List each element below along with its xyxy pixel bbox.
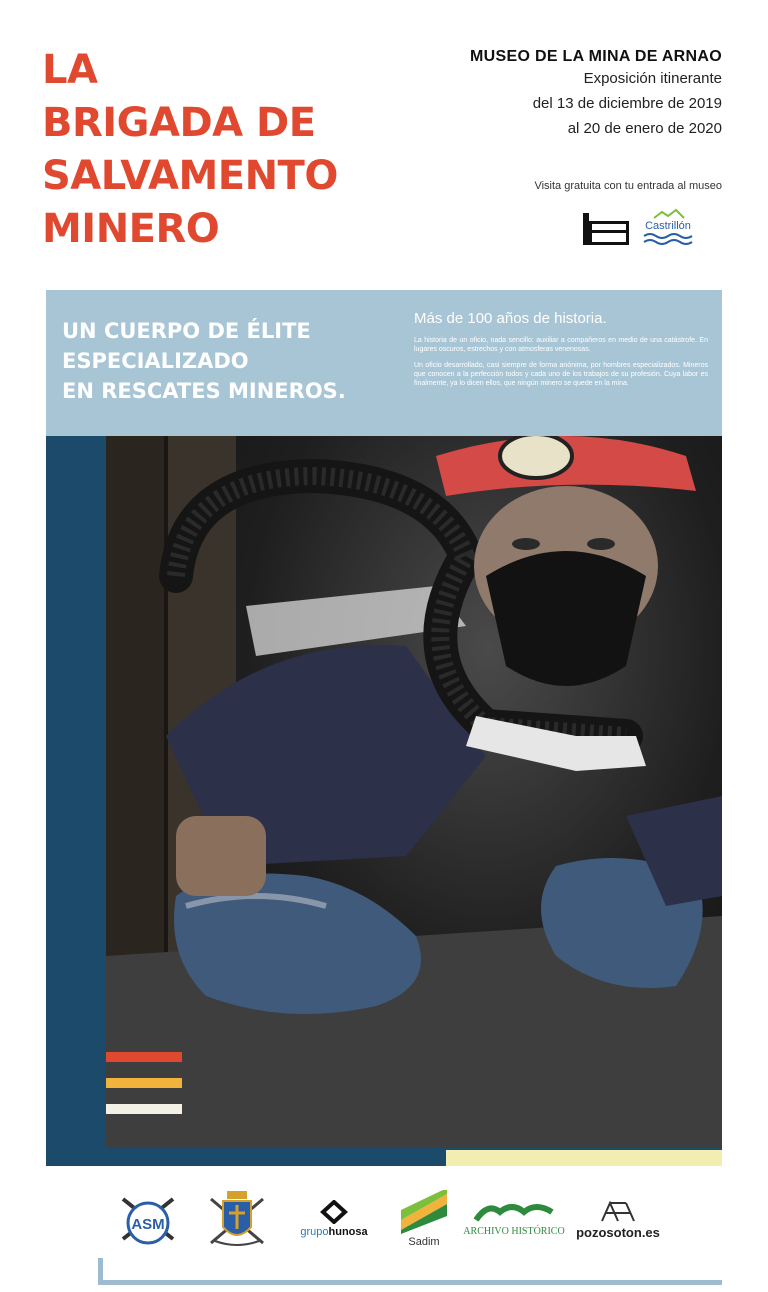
museum-name: MUSEO DE LA MINA DE ARNAO — [470, 48, 722, 65]
banner-headline — [62, 316, 346, 406]
coat-of-arms-logo — [202, 1184, 272, 1254]
date-to: al 20 de enero de 2020 — [567, 120, 722, 137]
exhibition-title — [42, 44, 338, 256]
museum-info — [470, 48, 722, 141]
headline-line: UN CUERPO DE ÉLITE — [62, 319, 311, 343]
grupohunosa-logo — [286, 1184, 382, 1254]
castrillon-logo — [640, 208, 696, 248]
miner-illustration — [106, 436, 722, 1148]
banner-paragraph: Un oficio desarrollado, casi siempre de forma anónima, por hombres especializados. Mineros que conocen a la perfección todos y cada uno de los trabajos de su profesión. Cuya labor es finalmente, ya lo dicen ellos, que ningún minero se quede en la mina. — [414, 362, 708, 387]
info-banner — [46, 290, 722, 436]
museo-mina-arnao-logo — [583, 211, 629, 247]
title-line: BRIGADA DE — [42, 100, 316, 146]
grupohunosa-text — [300, 1226, 367, 1238]
miner-rescuer-photo — [106, 436, 722, 1148]
title-line: LA — [42, 47, 98, 93]
footer-line-horizontal — [98, 1280, 722, 1285]
banner-paragraph: La historia de un oficio, nada sencillo: auxiliar a compañeros en medio de una catástrofe. En lugares oscuros, estrechos y con atmosferas venenosas. — [414, 337, 708, 353]
title-line: SALVAMENTO — [42, 153, 338, 199]
white-stripe — [106, 1104, 182, 1114]
banner-subtitle: Más de 100 años de historia. — [414, 310, 607, 327]
sadim-text: Sadim — [408, 1236, 440, 1248]
photo-section — [46, 436, 722, 1166]
bottom-bar-navy — [46, 1150, 446, 1166]
sadim-emblem — [397, 1190, 451, 1234]
castrillon-text: Castrillón — [645, 220, 691, 232]
pozosoton-headframe-icon — [598, 1199, 638, 1223]
headline-line: EN RESCATES MINEROS. — [62, 379, 346, 403]
archivo-waves-icon — [472, 1202, 556, 1224]
headline-line: ESPECIALIZADO — [62, 349, 249, 373]
asm-text: ASM — [131, 1216, 165, 1233]
coat-of-arms-icon — [205, 1187, 269, 1251]
yellow-stripe — [106, 1078, 182, 1088]
bottom-bar-cream — [446, 1150, 722, 1166]
hunosa-diamond-icon — [319, 1200, 349, 1224]
red-stripe — [106, 1052, 182, 1062]
pozosoton-logo — [572, 1184, 664, 1254]
sadim-logo — [396, 1184, 452, 1254]
title-line: MINERO — [42, 206, 220, 252]
banner-description — [414, 310, 708, 395]
archivo-historico-logo — [463, 1184, 565, 1254]
visit-note: Visita gratuita con tu entrada al museo — [534, 180, 722, 192]
asm-emblem — [113, 1189, 183, 1249]
date-from: del 13 de diciembre de 2019 — [532, 95, 722, 112]
archivo-text: ARCHIVO HISTÓRICO — [463, 1225, 565, 1237]
pozosoton-text: pozosoton.es — [576, 1224, 660, 1240]
exhibition-type: Exposición itinerante — [583, 70, 722, 87]
grupohunosa-suffix: hunosa — [328, 1226, 368, 1238]
grupohunosa-prefix: grupo — [300, 1226, 329, 1238]
sponsor-logos — [110, 1184, 670, 1254]
asm-logo — [110, 1184, 186, 1254]
